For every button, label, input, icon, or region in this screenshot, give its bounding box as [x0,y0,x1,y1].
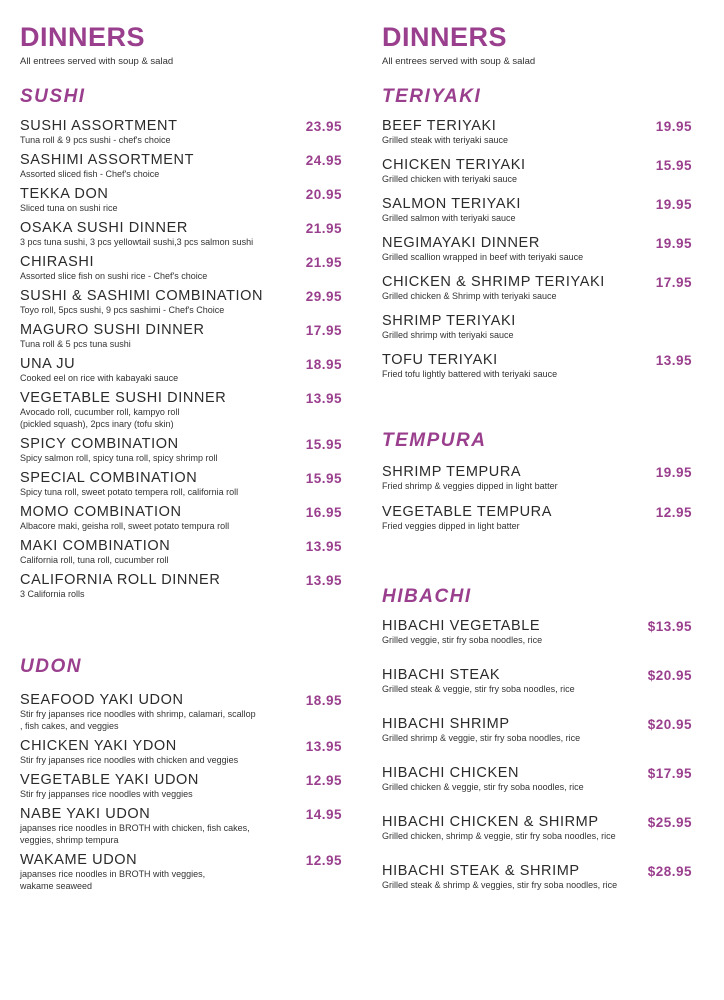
menu-item [20,852,342,892]
menu-item-price: 12.95 [305,773,342,788]
menu-item-name: OSAKA SUSHI DINNER [20,220,188,236]
menu-item-description: Assorted slice fish on sushi rice - Chef's choice [20,271,208,281]
menu-item [20,538,342,567]
menu-item-name: CHICKEN TERIYAKI [382,157,526,173]
menu-item-name: BEEF TERIYAKI [382,118,497,134]
section-title-tempura: TEMPURA [382,430,487,451]
page-title-right: DINNERS [382,22,508,52]
section-title-hibachi: HIBACHI [382,586,472,607]
menu-item [20,772,342,801]
menu-item-price: 13.95 [305,739,342,754]
menu-item-description: Grilled steak with teriyaki sauce [382,135,509,145]
menu-item-price: 19.95 [655,236,692,251]
menu-item-price: 23.95 [305,119,342,134]
menu-item [382,313,692,342]
menu-item-description: Avocado roll, cucumber roll, kampyo roll (pickled squash), 2pcs inary (tofu skin) [20,407,180,429]
menu-item-price: 16.95 [305,505,342,520]
menu-item-description: Spicy salmon roll, spicy tuna roll, spicy shrimp roll [20,453,218,463]
menu-item-price: 21.95 [305,255,342,270]
menu-item-name: MAKI COMBINATION [20,538,171,554]
menu-item-name: HIBACHI STEAK & SHRIMP [382,863,580,879]
menu-item-description: Grilled steak & shrimp & veggies, stir fry soba noodles, rice [382,880,618,890]
menu-item [382,814,692,843]
section-title-teriyaki: TERIYAKI [382,86,482,107]
menu-item-description: Grilled salmon with teriyaki sauce [382,213,516,223]
menu-item-name: CHICKEN & SHRIMP TERIYAKI [382,274,605,290]
menu-item-name: HIBACHI CHICKEN & SHIRMP [382,814,599,830]
menu-item-description: Grilled shrimp & veggie, stir fry soba noodles, rice [382,733,581,743]
menu-item-price: 12.95 [305,853,342,868]
menu-item-name: TEKKA DON [20,186,109,202]
menu-item [20,390,342,430]
menu-item-description: japanses rice noodles in BROTH with chicken, fish cakes, veggies, shrimp tempura [20,823,250,845]
menu-item [382,863,692,892]
menu-item-name: SASHIMI ASSORTMENT [20,152,195,168]
menu-item-price: 17.95 [655,275,692,290]
menu-item [382,716,692,745]
menu-item-price: 12.95 [655,505,692,520]
menu-item-description: Stir fry japanses rice noodles with shrimp, calamari, scallop , fish cakes, and veggies [20,709,256,731]
menu-item-name: CALIFORNIA ROLL DINNER [20,572,221,588]
menu-item-price: $20.95 [647,668,692,683]
menu-item [382,504,692,533]
menu-item-name: SUSHI & SASHIMI COMBINATION [20,288,264,304]
menu-item-name: MOMO COMBINATION [20,504,182,520]
menu-item [20,504,342,533]
menu-item [20,254,342,283]
menu-item [20,738,342,767]
menu-item [382,464,692,493]
menu-item-name: HIBACHI SHRIMP [382,716,510,732]
menu-item-description: 3 California rolls [20,589,85,599]
menu-item-description: Grilled shrimp with teriyaki sauce [382,330,514,340]
menu-item-description: Tuna roll & 9 pcs sushi - chef's choice [20,135,171,145]
menu-item-price: $28.95 [647,864,692,879]
menu-item-name: TOFU TERIYAKI [382,352,498,368]
menu-item-name: MAGURO SUSHI DINNER [20,322,205,338]
menu-item-price: $20.95 [647,717,692,732]
menu-item-description: Sliced tuna on sushi rice [20,203,118,213]
menu-item-description: Toyo roll, 5pcs sushi, 9 pcs sashimi - Chef's Choice [20,305,225,315]
menu-item-description: 3 pcs tuna sushi, 3 pcs yellowtail sushi,3 pcs salmon sushi [20,237,254,247]
menu-item-name: SPECIAL COMBINATION [20,470,198,486]
menu-item [20,692,342,732]
menu-item [382,618,692,647]
menu-item-description: Grilled chicken & veggie, stir fry soba noodles, rice [382,782,584,792]
menu-item-description: Spicy tuna roll, sweet potato tempera roll, california roll [20,487,239,497]
menu-item-name: WAKAME UDON [20,852,138,868]
menu-item-name: UNA JU [20,356,76,372]
menu-item-price: 29.95 [305,289,342,304]
menu-item-price: 19.95 [655,465,692,480]
menu-item-description: Assorted sliced fish - Chef's choice [20,169,160,179]
menu-item [382,235,692,264]
menu-item-price: 17.95 [305,323,342,338]
menu-item-description: Fried tofu lightly battered with teriyaki sauce [382,369,558,379]
menu-item [382,118,692,147]
menu-item [20,572,342,601]
menu-item-name: VEGETABLE TEMPURA [382,504,553,520]
page-subtitle-right: All entrees served with soup & salad [382,56,536,67]
menu-item-name: SHRIMP TEMPURA [382,464,522,480]
menu-item-price: 19.95 [655,197,692,212]
menu-item-name: VEGETABLE SUSHI DINNER [20,390,227,406]
menu-item-price: 15.95 [305,471,342,486]
menu-item-price: 19.95 [655,119,692,134]
menu-item [382,196,692,225]
menu-item-price: 15.95 [655,158,692,173]
section-title-udon: UDON [20,656,82,677]
menu-item-price: 13.95 [655,353,692,368]
menu-item-price: $25.95 [647,815,692,830]
menu-item-price: 21.95 [305,221,342,236]
menu-item-description: Stir fry japanses rice noodles with chicken and veggies [20,755,239,765]
menu-item-price: 13.95 [305,391,342,406]
menu-item-price: 20.95 [305,187,342,202]
menu-item-name: CHICKEN YAKI YDON [20,738,177,754]
menu-item [20,220,342,249]
menu-item-description: Cooked eel on rice with kabayaki sauce [20,373,179,383]
menu-item-price: 24.95 [305,153,342,168]
menu-item-description: California roll, tuna roll, cucumber roll [20,555,169,565]
menu-item-price: 18.95 [305,693,342,708]
menu-item [20,806,342,846]
menu-item-description: Grilled scallion wrapped in beef with teriyaki sauce [382,252,584,262]
menu-item [20,186,342,215]
menu-item [20,436,342,465]
menu-item-description: Tuna roll & 5 pcs tuna sushi [20,339,131,349]
menu-item [382,274,692,303]
menu-item-name: SEAFOOD YAKI UDON [20,692,184,708]
menu-item-description: Grilled chicken & Shrimp with teriyaki sauce [382,291,557,301]
page-subtitle: All entrees served with soup & salad [20,56,174,67]
section-title-sushi: SUSHI [20,86,86,107]
menu-item-name: HIBACHI STEAK [382,667,501,683]
menu-item [20,118,342,147]
menu-item [382,352,692,381]
menu-item [20,322,342,351]
menu-item [20,152,342,181]
menu-item [20,356,342,385]
menu-item-price: 18.95 [305,357,342,372]
menu-item-description: Stir fry jappanses rice noodles with veggies [20,789,193,799]
menu-item-price: $17.95 [647,766,692,781]
menu-item [20,470,342,499]
page-title: DINNERS [20,22,146,52]
menu-item-description: Grilled veggie, stir fry soba noodles, rice [382,635,543,645]
menu-item-description: Albacore maki, geisha roll, sweet potato tempura roll [20,521,230,531]
menu-item-name: SHRIMP TERIYAKI [382,313,516,329]
menu-item-description: Fried veggies dipped in light batter [382,521,520,531]
menu-item [382,765,692,794]
menu-item-description: japanses rice noodles in BROTH with veggies, wakame seaweed [20,869,206,891]
menu-item-description: Grilled steak & veggie, stir fry soba noodles, rice [382,684,575,694]
menu-item [20,288,342,317]
menu-item-description: Grilled chicken, shrimp & veggie, stir fry soba noodles, rice [382,831,616,841]
menu-item-name: CHIRASHI [20,254,95,270]
menu-item-price: 13.95 [305,573,342,588]
menu-item-name: VEGETABLE YAKI UDON [20,772,200,788]
menu-item-price: $13.95 [647,619,692,634]
menu-item-price: 13.95 [305,539,342,554]
menu-item-description: Grilled chicken with teriyaki sauce [382,174,518,184]
menu-item-name: NEGIMAYAKI DINNER [382,235,540,251]
menu-item-description: Fried shrimp & veggies dipped in light batter [382,481,558,491]
menu-item [382,157,692,186]
menu-item-name: SPICY COMBINATION [20,436,179,452]
menu-item-name: SALMON TERIYAKI [382,196,521,212]
menu-item-name: HIBACHI CHICKEN [382,765,520,781]
menu-item-name: HIBACHI VEGETABLE [382,618,541,634]
menu-item-price: 14.95 [305,807,342,822]
menu-item-name: NABE YAKI UDON [20,806,151,822]
menu-item-name: SUSHI ASSORTMENT [20,118,178,134]
menu-item-price: 15.95 [305,437,342,452]
menu-item [382,667,692,696]
